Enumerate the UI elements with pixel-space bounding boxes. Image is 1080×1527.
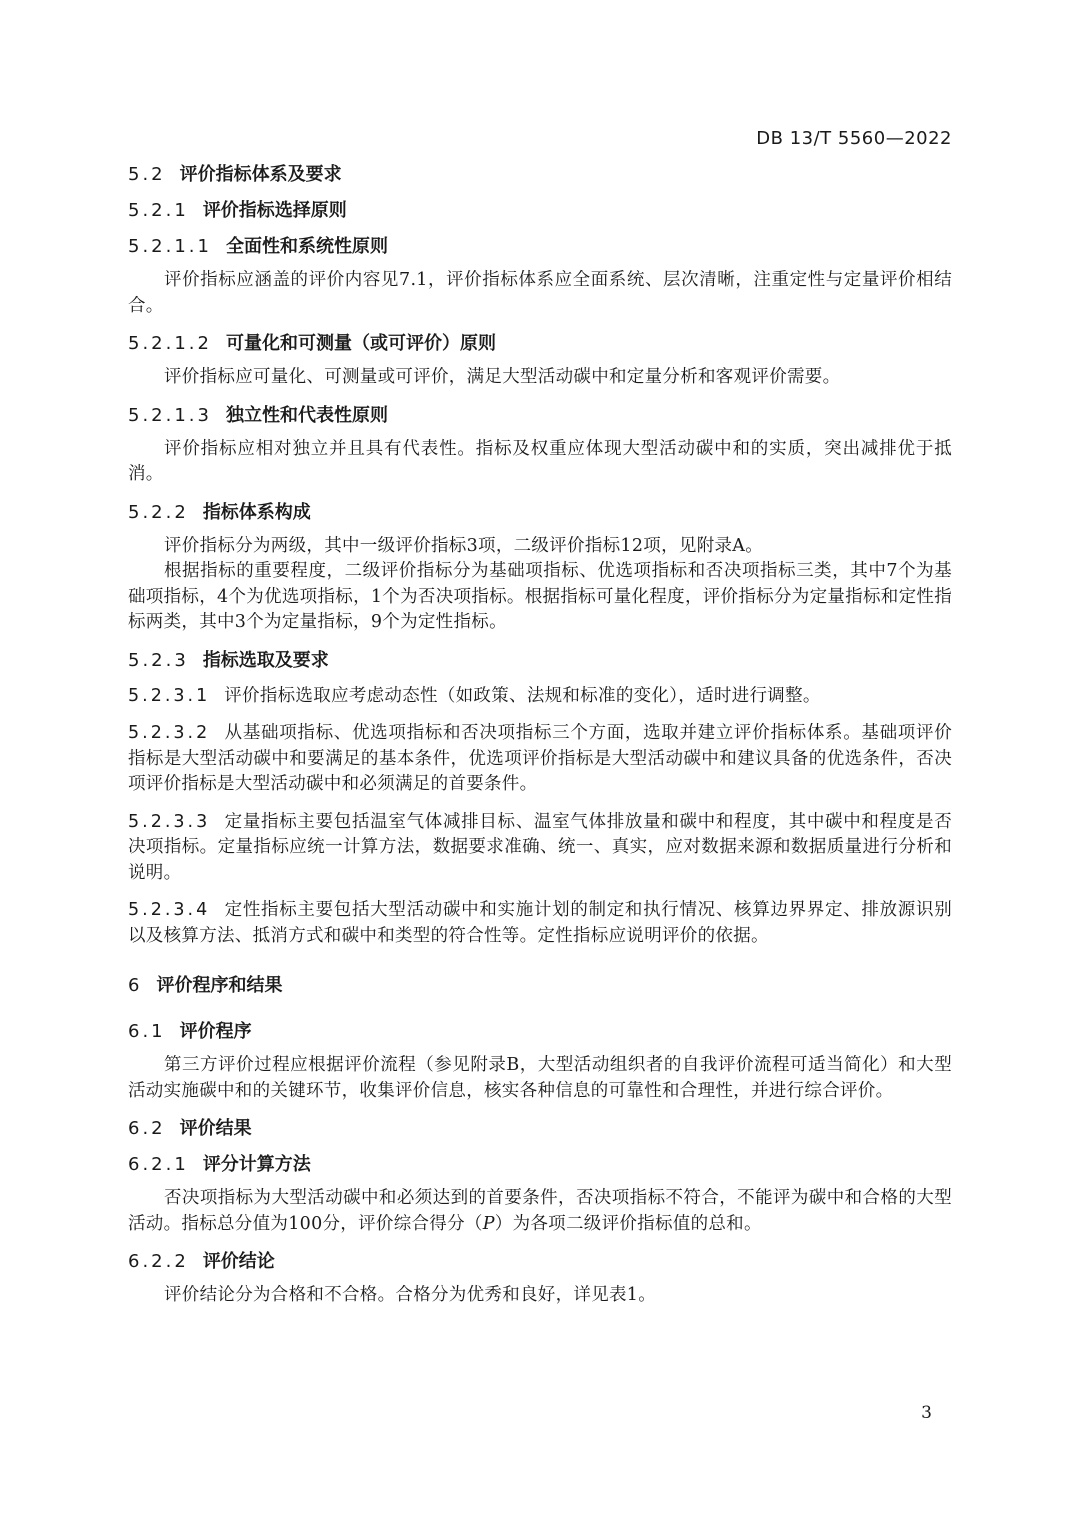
heading-6-2-1 xyxy=(128,1152,952,1178)
section-title: 评价结果 xyxy=(179,1118,252,1139)
section-number: 5.2 xyxy=(128,164,166,185)
clause-text: 评价指标选取应考虑动态性（如政策、法规和标准的变化），适时进行调整。 xyxy=(224,685,821,706)
section-number: 6 xyxy=(128,975,143,996)
heading-5-2 xyxy=(128,162,952,188)
section-title: 评价结论 xyxy=(202,1251,275,1272)
paragraph-5-2-1-2: 评价指标应可量化、可测量或可评价，满足大型活动碳中和定量分析和客观评价需要。 xyxy=(164,367,841,387)
heading-5-2-1-1 xyxy=(128,234,952,260)
section-number: 5.2.2 xyxy=(128,501,189,523)
clause-5-2-3-4 xyxy=(128,898,952,949)
clause-text: 从基础项指标、优选项指标和否决项指标三个方面，选取并建立评价指标体系。基础项评价指标是大型活动碳中和要满足的基本条件，优选项评价指标是大型活动碳中和建议具备的优选条件，否决项评价指标是大型活动碳中和必须满足的首要条件。 xyxy=(128,723,952,794)
section-title: 可量化和可测量（或可评价）原则 xyxy=(225,333,496,354)
heading-5-2-2 xyxy=(128,500,952,526)
paragraph-5-2-2-a: 评价指标分为两级，其中一级评价指标3项，二级评价指标12项，见附录A。 xyxy=(164,535,764,556)
clause-5-2-3-1 xyxy=(128,684,952,710)
section-number: 5.2.1.1 xyxy=(128,236,212,257)
heading-5-2-1-2 xyxy=(128,331,952,357)
section-title: 指标体系构成 xyxy=(202,501,311,523)
heading-6-1 xyxy=(128,1019,952,1045)
section-title: 指标选取及要求 xyxy=(202,649,329,671)
section-number: 5.2.1 xyxy=(128,200,189,221)
paragraph-6-2-2: 评价结论分为合格和不合格。合格分为优秀和良好，详见表1。 xyxy=(164,1285,657,1305)
section-title: 全面性和系统性原则 xyxy=(225,236,388,257)
section-number: 6.2.1 xyxy=(128,1154,189,1175)
paragraph-5-2-1-3: 评价指标应相对独立并且具有代表性。指标及权重应体现大型活动碳中和的实质，突出减排优于抵消。 xyxy=(128,438,952,484)
clause-5-2-3-2 xyxy=(128,721,952,798)
clause-number: 5.2.3.2 xyxy=(128,723,211,743)
heading-6 xyxy=(128,973,952,999)
heading-6-2-2 xyxy=(128,1249,952,1275)
paragraph-5-2-1-1: 评价指标应涵盖的评价内容见7.1，评价指标体系应全面系统、层次清晰，注重定性与定量评价相结合。 xyxy=(128,270,952,316)
section-number: 6.1 xyxy=(128,1021,166,1042)
section-title: 评价程序和结果 xyxy=(156,975,283,996)
clause-number: 5.2.3.3 xyxy=(128,811,211,832)
clause-number: 5.2.3.1 xyxy=(128,685,211,706)
clause-text: 定量指标主要包括温室气体减排目标、温室气体排放量和碳中和程度，其中碳中和程度是否决项指标。定量指标应统一计算方法，数据要求准确、统一、真实，应对数据来源和数据质量进行分析和说明。 xyxy=(128,811,952,883)
section-number: 6.2 xyxy=(128,1118,166,1139)
clause-number: 5.2.3.4 xyxy=(128,900,211,920)
paragraph-text: ）为各项二级评价指标值的总和。 xyxy=(494,1213,762,1234)
paragraph-6-1: 第三方评价过程应根据评价流程（参见附录B，大型活动组织者的自我评价流程可适当简化）和大型活动实施碳中和的关键环节，收集评价信息，核实各种信息的可靠性和合理性，并进行综合评价。 xyxy=(128,1055,952,1101)
heading-5-2-3 xyxy=(128,648,952,674)
section-title: 评分计算方法 xyxy=(202,1154,311,1175)
section-number: 5.2.3 xyxy=(128,649,189,671)
score-variable: P xyxy=(482,1213,495,1234)
page-number: 3 xyxy=(921,1403,932,1423)
clause-5-2-3-3 xyxy=(128,810,952,887)
paragraph-text: 否决项指标为大型活动碳中和必须达到的首要条件，否决项指标不符合，不能评为碳中和合格的大型活动。指标总分值为100分，评价综合得分（ xyxy=(128,1188,952,1234)
heading-5-2-1-3 xyxy=(128,403,952,429)
paragraph-6-2-1 xyxy=(128,1186,952,1237)
section-title: 评价指标体系及要求 xyxy=(179,164,342,185)
section-title: 评价程序 xyxy=(179,1021,252,1042)
paragraph-5-2-2-b: 根据指标的重要程度，二级评价指标分为基础项指标、优选项指标和否决项指标三类，其中7个为基础项指标，4个为优选项指标，1个为否决项指标。根据指标可量化程度，评价指标分为定量指标和定性指标两类，其中3个为定量指标，9个为定性指标。 xyxy=(128,561,952,632)
section-number: 6.2.2 xyxy=(128,1251,189,1272)
heading-5-2-1 xyxy=(128,198,952,224)
section-title: 评价指标选择原则 xyxy=(202,200,347,221)
section-number: 5.2.1.3 xyxy=(128,404,212,426)
clause-text: 定性指标主要包括大型活动碳中和实施计划的制定和执行情况、核算边界界定、排放源识别以及核算方法、抵消方式和碳中和类型的符合性等。定性指标应说明评价的依据。 xyxy=(128,900,952,946)
heading-6-2 xyxy=(128,1116,952,1142)
section-title: 独立性和代表性原则 xyxy=(225,404,388,426)
document-body xyxy=(128,162,952,1309)
document-code: DB 13/T 5560—2022 xyxy=(756,128,952,149)
section-number: 5.2.1.2 xyxy=(128,333,212,354)
